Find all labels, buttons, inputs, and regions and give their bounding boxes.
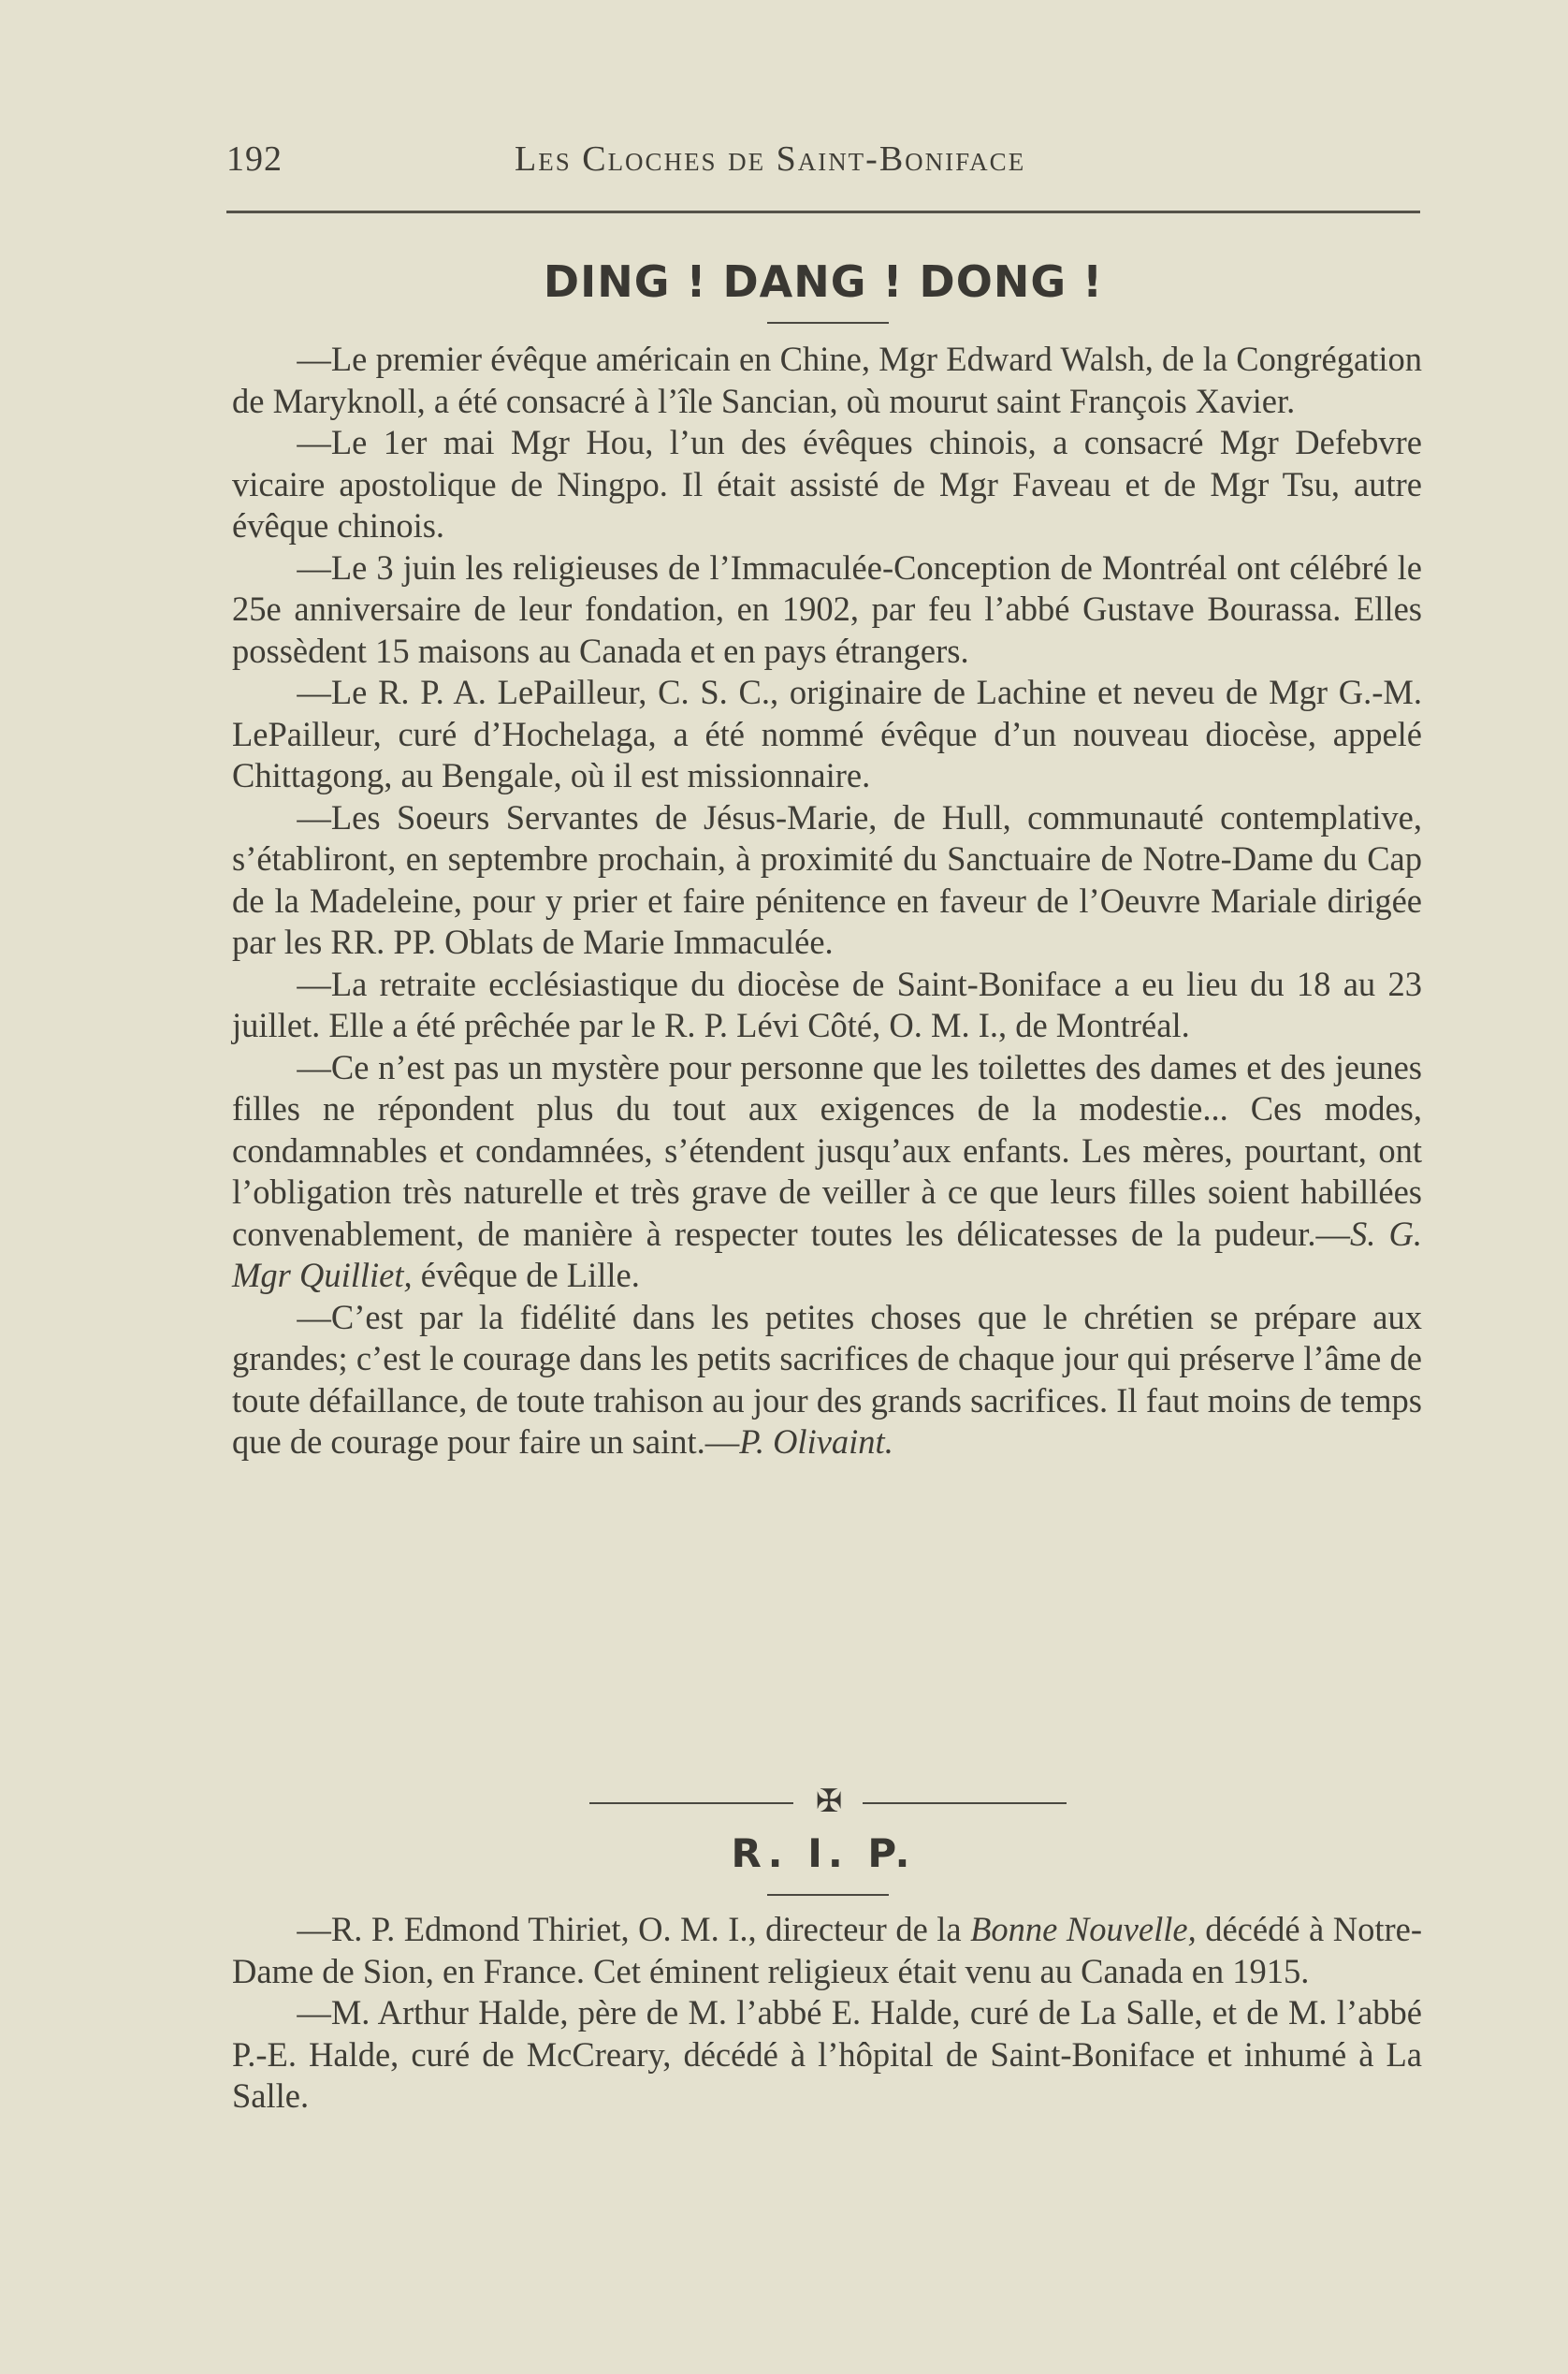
thiriet-text: —R. P. Edmond Thiriet, O. M. I., directeur de la <box>297 1910 971 1948</box>
heading-underline <box>767 1894 889 1896</box>
publication-title: Bonne Nouvelle, <box>970 1910 1197 1948</box>
news-paragraph-immaculee-conception: —Le 3 juin les religieuses de l’Immaculée-Conception de Montréal ont célébré le 25e anniversaire de leur fondation, en 1902, par feu l’abbé Gustave Bourassa. Elles possèdent 15 maisons au Canada et en pays étrangers. <box>232 547 1422 670</box>
thiriet-tail: décédé à Notre-Dame de Sion, en France. Cet éminent religieux était venu au Canada en 1915. <box>232 1910 1422 1990</box>
news-paragraph-lepailleur: —Le R. P. A. LePailleur, C. S. C., originaire de Lachine et neveu de Mgr G.-M. LePailleur, curé d’Hochelaga, a été nommé évêque d’un nouveau diocèse, appelé Chittagong, au Bengale, où il est missionnaire. <box>232 673 1422 794</box>
news-paragraph-retraite: —La retraite ecclésiastique du diocèse de Saint-Boniface a eu lieu du 18 au 23 juillet. Elle a été prêchée par le R. P. Lévi Côté, O. M. I., de Montréal. <box>232 964 1422 1044</box>
news-paragraph-modestie <box>232 1047 1422 1297</box>
quote-attribution-olivaint: P. Olivaint. <box>739 1422 893 1461</box>
modestie-tail: évêque de Lille. <box>412 1256 640 1294</box>
running-head <box>226 138 1424 185</box>
obituary-column <box>232 1909 1422 2118</box>
divider-line-right <box>863 1802 1067 1804</box>
section-heading-rip: R. I. P. <box>731 1830 916 1876</box>
news-paragraph-soeurs-servantes: —Les Soeurs Servantes de Jésus-Marie, de Hull, communauté contemplative, s’établiront, en septembre prochain, à proximité du Sanctuaire de Notre-Dame du Cap de la Madeleine, pour y prier et faire pénitence en faveur de l’Oeuvre Mariale dirigée par les RR. PP. Oblats de Marie Immaculée. <box>232 797 1422 961</box>
section-divider <box>0 1783 1568 1820</box>
news-column <box>232 339 1422 1464</box>
news-paragraph-fidelite <box>232 1297 1422 1464</box>
modestie-text: —Ce n’est pas un mystère pour personne que les toilettes des dames et des jeunes filles ne répondent plus du tout aux exigences de la modestie... Ces modes, condamnables et condamnées, s’étendent jusqu’aux enfants. Les mères, pourtant, ont l’obligation très naturelle et très grave de veiller à ce que leurs filles soient habillées convenablement, de manière à respecter toutes les délicatesses de la pudeur.— <box>232 1047 1422 1253</box>
quote-attribution-quilliet: S. G. Mgr Quilliet, <box>232 1214 1422 1294</box>
fidelite-text: —C’est par la fidélité dans les petites choses que le chrétien se prépare aux grandes; c’est le courage dans les petits sacrifices de chaque jour qui préserve l’âme de toute défaillance, de toute trahison au jour des grands sacrifices. Il faut moins de temps que de courage pour faire un saint.— <box>232 1297 1422 1461</box>
news-paragraph-walsh: —Le premier évêque américain en Chine, Mgr Edward Walsh, de la Congrégation de Maryknoll, a été consacré à l’île Sancian, où mourut saint François Xavier. <box>232 340 1422 420</box>
news-paragraph-hou: —Le 1er mai Mgr Hou, l’un des évêques chinois, a consacré Mgr Defebvre vicaire apostolique de Ningpo. Il était assisté de Mgr Faveau et de Mgr Tsu, autre évêque chinois. <box>232 423 1422 545</box>
heading-underline <box>767 322 889 324</box>
maltese-cross-icon: ✠ <box>815 1783 843 1820</box>
header-rule <box>226 211 1420 213</box>
section-heading-ding-dang-dong: DING ! DANG ! DONG ! <box>543 256 1104 307</box>
divider-line-left <box>589 1802 793 1804</box>
journal-title: Les Cloches de Saint-Boniface <box>515 139 1026 179</box>
obituary-thiriet <box>232 1909 1422 1992</box>
page-number: 192 <box>226 139 283 179</box>
obituary-halde: —M. Arthur Halde, père de M. l’abbé E. Halde, curé de La Salle, et de M. l’abbé P.-E. Halde, curé de McCreary, décédé à l’hôpital de Saint-Boniface et inhumé à La Salle. <box>232 1993 1422 2115</box>
